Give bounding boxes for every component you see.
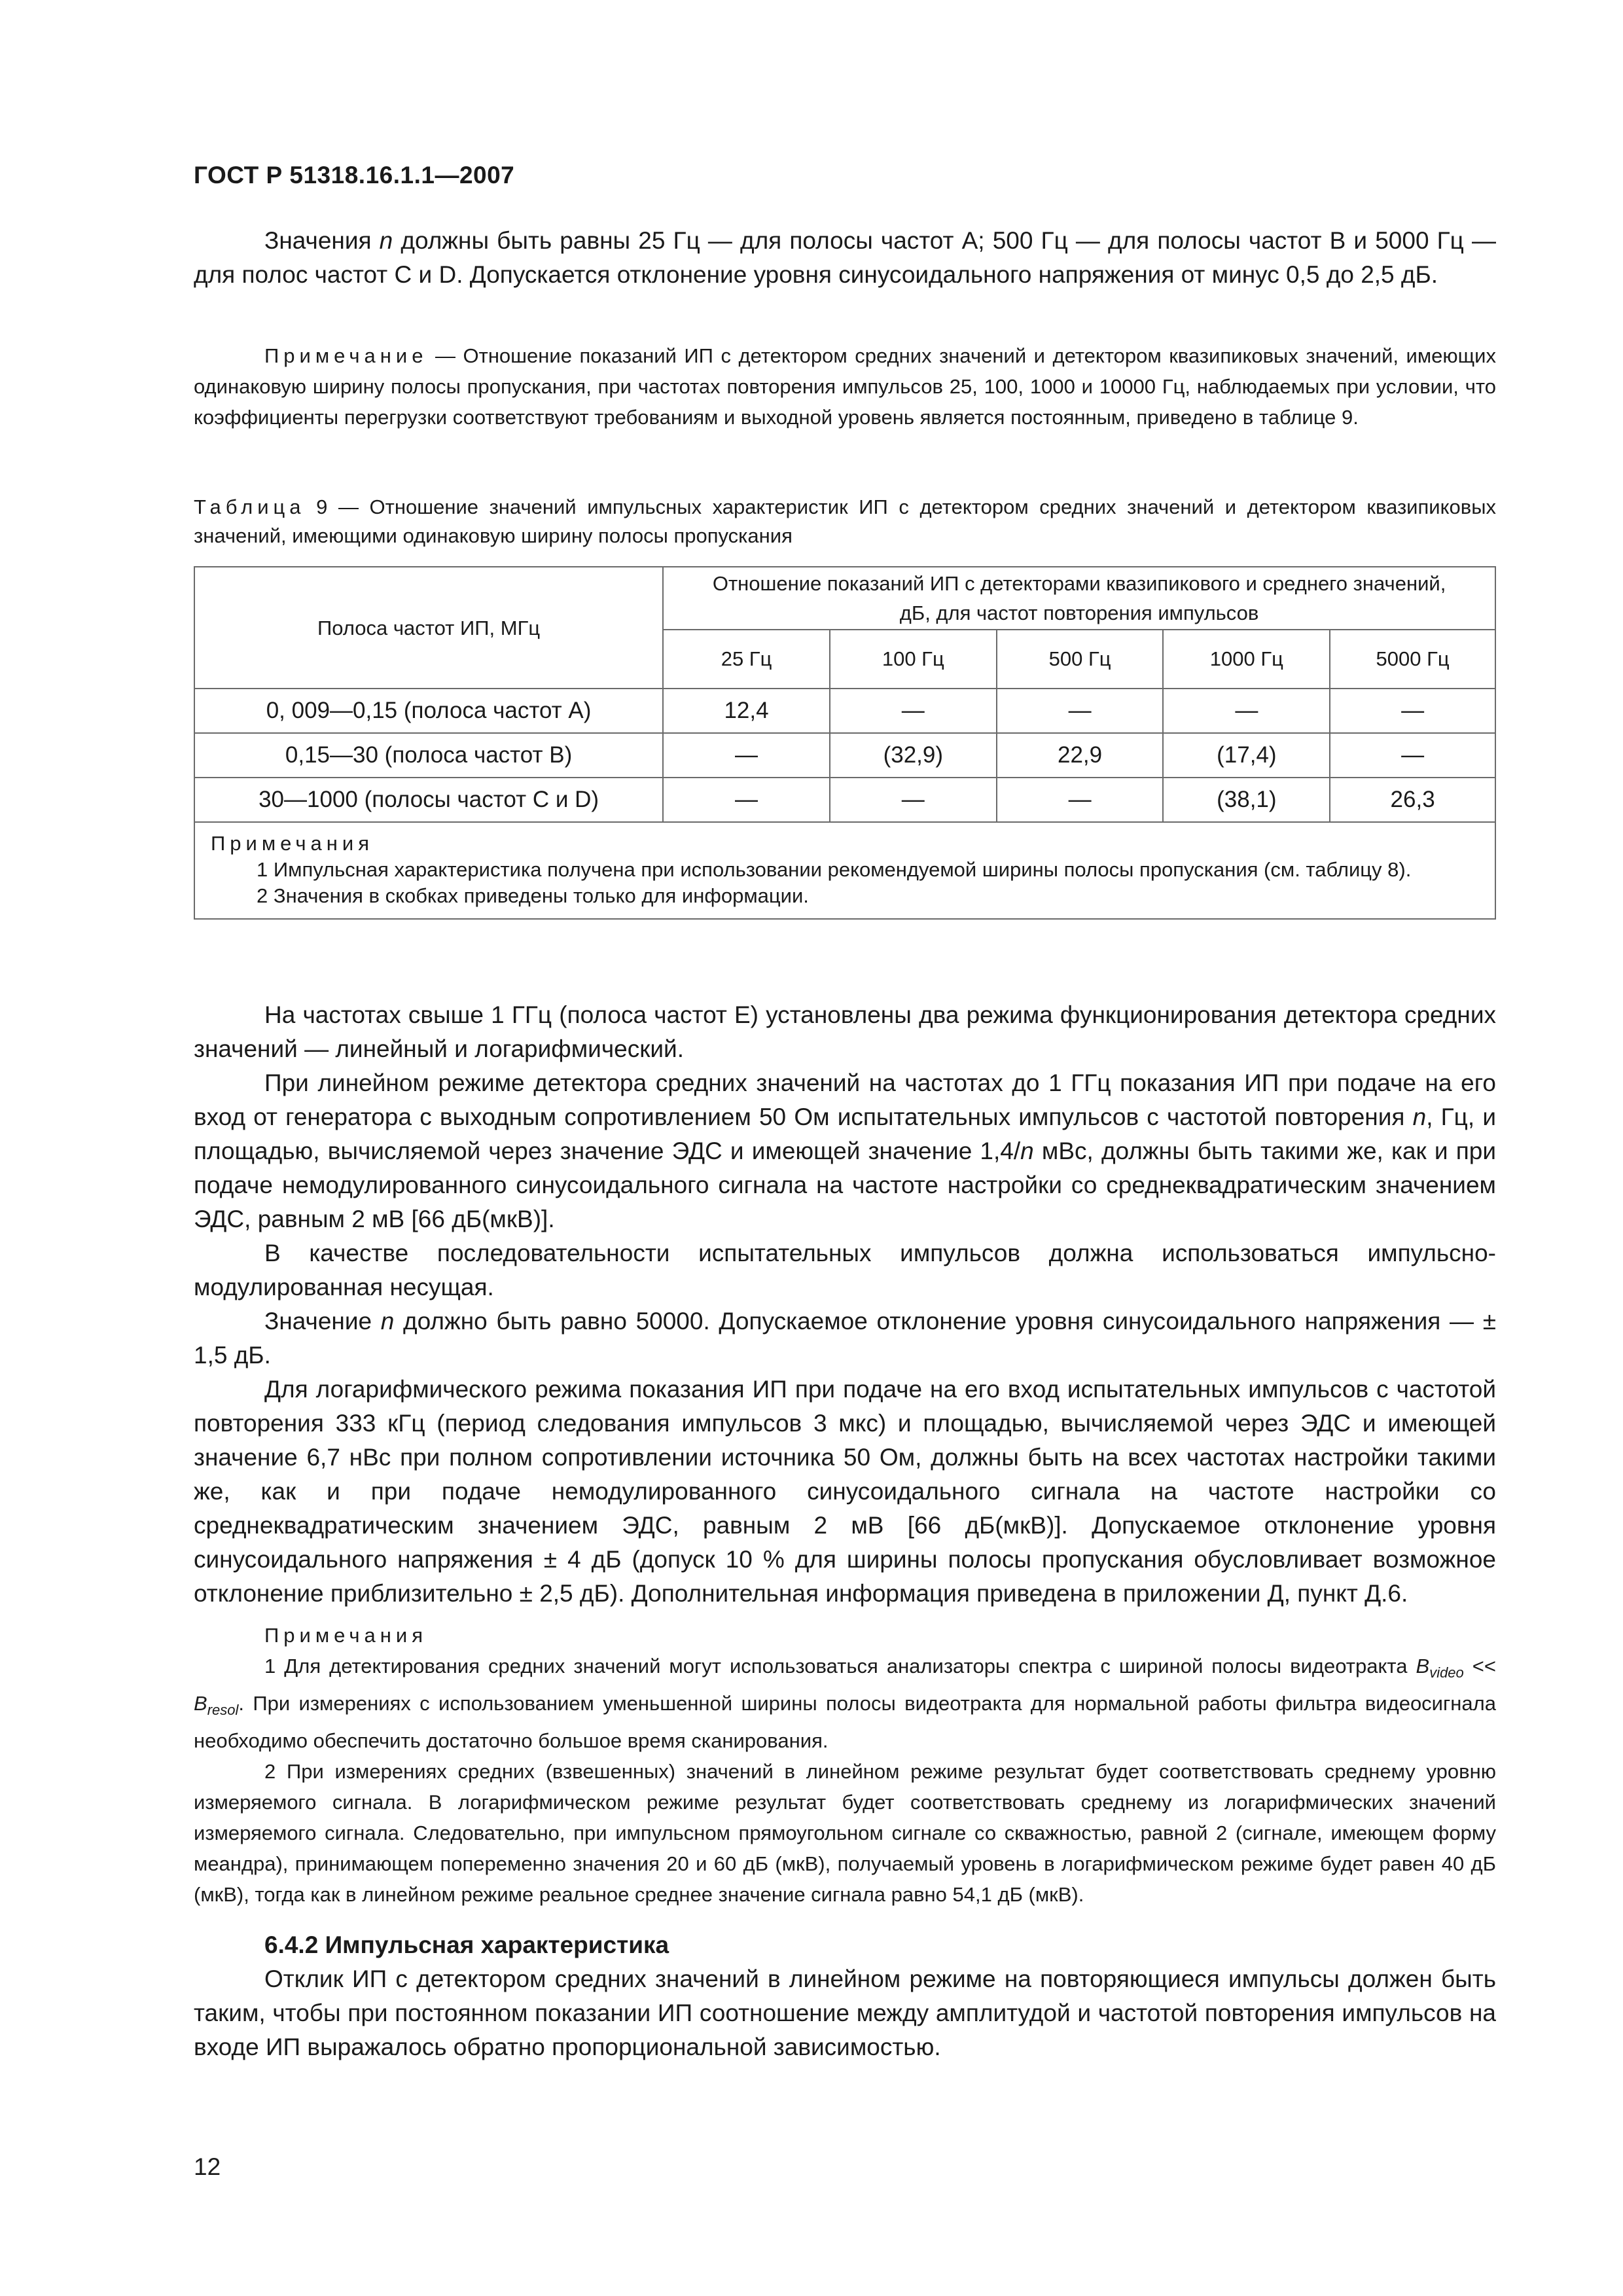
body-paragraph-2: При линейном режиме детектора средних значений на частотах до 1 ГГц показания ИП при подаче на его вход от генератора с выходным сопротивлением 50 Ом испытательных импульсов с частотой повторения n, Гц, и площадью, вычисляемой через значение ЭДС и имеющей значение 1,4/n мВс, должны быть такими же, как и при подаче немодулированного синусоидального сигнала на частоте настройки со среднеквадратическим значением ЭДС, равным 2 мВ [66 дБ(мкВ)]. [194, 1069, 1497, 1232]
freq-header: 5000 Гц [1330, 630, 1495, 689]
value-cell: (17,4) [1163, 733, 1330, 778]
note-1: 1 Для детектирования средних значений могут использоваться анализаторы спектра с шириной полосы видеотракта $B_{video} << B_{resol}$. При измерениях с использованием уменьшенной ширины полосы видеотракта для нормальной работы фильтра видеосигнала необходимо обеспечить достаточно большое время сканирования. [194, 1655, 1497, 1753]
value-cell: — [663, 778, 830, 822]
standard-number: ГОСТ Р 51318.16.1.1—2007 [194, 162, 515, 188]
freq-header: 25 Гц [663, 630, 830, 689]
page-number: 12 [194, 2153, 221, 2180]
table-note-2: 2 Значения в скобках приведены только для информации. [257, 884, 809, 907]
section-text: Отклик ИП с детектором средних значений в линейном режиме на повторяющиеся импульсы должен быть таким, чтобы при постоянном показании ИП соотношение между амплитудой и частотой повторения импульсов на входе ИП выражалось обратно пропорциональной зависимостью. [194, 1965, 1496, 2060]
table-note-1: 1 Импульсная характеристика получена при использовании рекомендуемой ширины полосы пропускания (см. таблицу 8). [257, 858, 1412, 881]
body-paragraph-1: На частотах свыше 1 ГГц (полоса частот Е) установлены два режима функционирования детектора средних значений — линейный и логарифмический. [194, 1001, 1496, 1062]
intro-paragraph: Значения n должны быть равны 25 Гц — для полосы частот А; 500 Гц — для полосы частот В и 5000 Гц — для полос частот С и D. Допускается отклонение уровня синусоидального напряжения от минус 0,5 до 2,5 дБ. [194, 227, 1496, 288]
body-paragraph-5: Для логарифмического режима показания ИП при подаче на его вход испытательных импульсов с частотой повторения 333 кГц (период следования импульсов 3 мкс) и площадью, вычисляемой через ЭДС и имеющей значение 6,7 нВс при полном сопротивлении источника 50 Ом, должны быть на всех частотах настройки такими же, как и при подаче немодулированного синусоидального сигнала на частоте настройки со среднеквадратическим значением ЭДС, равным 2 мВ [66 дБ(мкВ)]. Допускаемое отклонение уровня синусоидального напряжения ± 4 дБ (допуск 10 % для ширины полосы пропускания обусловливает возможное отклонение приблизительно ± 2,5 дБ). Дополнительная информация приведена в приложении Д, пункт Д.6. [194, 1376, 1496, 1607]
table9 [194, 566, 1496, 920]
value-cell: — [830, 689, 997, 733]
body-paragraph-4: Значение n должно быть равно 50000. Допускаемое отклонение уровня синусоидального напряжения — ± 1,5 дБ. [194, 1308, 1497, 1369]
section-6-4-2 [194, 1928, 1496, 2064]
freq-header: 100 Гц [830, 630, 997, 689]
section-heading: 6.4.2 Импульсная характеристика [264, 1931, 669, 1958]
notes-block [194, 1620, 1496, 1910]
table9-caption [194, 493, 1496, 550]
value-cell: — [1330, 689, 1495, 733]
body-paragraph-3: В качестве последовательности испытательных импульсов должна использоваться импульсно-модулированная несущая. [194, 1240, 1496, 1300]
value-cell: — [663, 733, 830, 778]
value-cell: — [997, 689, 1164, 733]
caption-label: Таблица [194, 495, 306, 518]
value-cell: — [997, 778, 1164, 822]
body-text [194, 998, 1496, 1611]
value-cell: — [1163, 689, 1330, 733]
value-cell: — [830, 778, 997, 822]
value-cell: 12,4 [663, 689, 830, 733]
note-text: — Отношение показаний ИП с детектором средних значений и детектором квазипиковых значений, имеющих одинаковую ширину полосы пропускания, при частотах повторения импульсов 25, 100, 1000 и 10000 Гц, наблюдаемых при условии, что коэффициенты перегрузки соответствуют требованиям и выходной уровень является постоянным, приведено в таблице 9. [194, 344, 1496, 429]
value-cell: (32,9) [830, 733, 997, 778]
col-header-ratio: Отношение показаний ИП с детекторами квазипикового и среднего значений, дБ, для частот повторения импульсов [663, 567, 1495, 630]
band-cell: 0, 009—0,15 (полоса частот А) [194, 689, 663, 733]
caption-text: 9 — Отношение значений импульсных характеристик ИП с детектором средних значений и детектором квазипиковых значений, имеющими одинаковую ширину полосы пропускания [194, 495, 1496, 547]
value-cell: 22,9 [997, 733, 1164, 778]
band-cell: 0,15—30 (полоса частот В) [194, 733, 663, 778]
freq-header: 1000 Гц [1163, 630, 1330, 689]
band-cell: 30—1000 (полосы частот С и D) [194, 778, 663, 822]
table-row [194, 689, 1495, 733]
value-cell: (38,1) [1163, 778, 1330, 822]
notes-label: Примечания [264, 1624, 427, 1647]
freq-header: 500 Гц [997, 630, 1164, 689]
intro-note [194, 340, 1496, 433]
table-notes [194, 822, 1495, 919]
note-label: Примечание [264, 344, 428, 367]
table-row [194, 733, 1495, 778]
value-cell: — [1330, 733, 1495, 778]
intro-block [194, 224, 1496, 292]
col-header-band: Полоса частот ИП, МГц [194, 567, 663, 689]
value-cell: 26,3 [1330, 778, 1495, 822]
table-row [194, 778, 1495, 822]
note-2: 2 При измерениях средних (взвешенных) значений в линейном режиме результат будет соответствовать среднему уровню измеряемого сигнала. В логарифмическом режиме результат будет соответствовать среднему из логарифмических значений измеряемого сигнала. Следовательно, при импульсном прямоугольном сигнале со скважностью, равной 2 (сигнале, имеющем форму меандра), принимающем попеременно значения 20 и 60 дБ (мкВ), получаемый уровень в логарифмическом режиме будет равен 40 дБ (мкВ), тогда как в линейном режиме реальное среднее значение сигнала равно 54,1 дБ (мкВ). [194, 1760, 1496, 1907]
table-notes-label: Примечания [211, 832, 374, 855]
